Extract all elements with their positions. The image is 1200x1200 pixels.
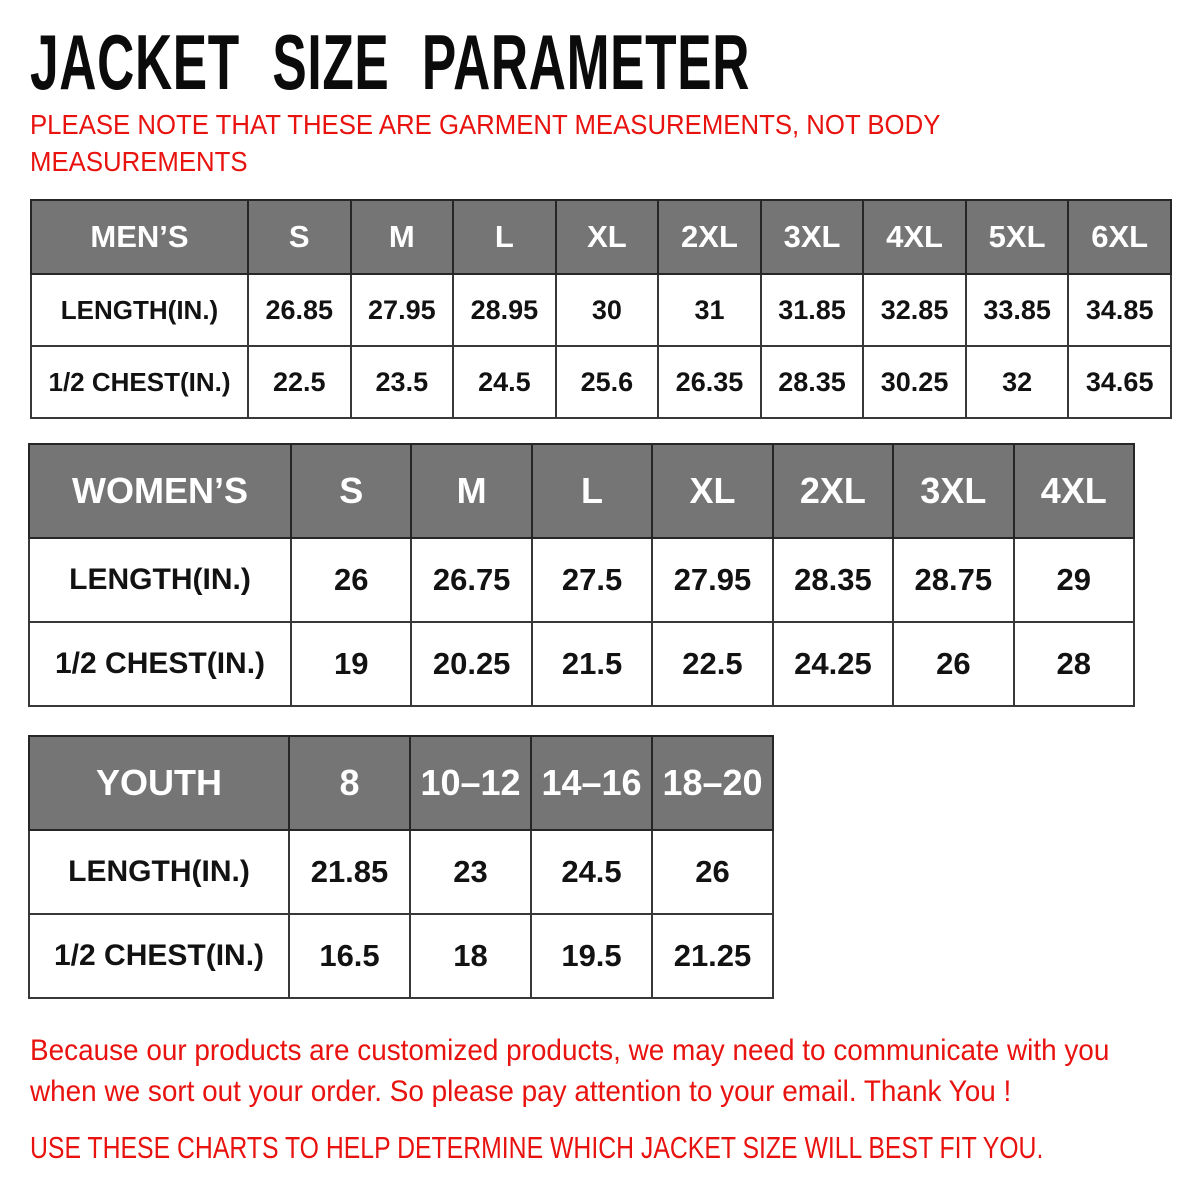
womens-group-label: WOMEN’S xyxy=(29,444,291,538)
youth-value-cell: 19.5 xyxy=(531,914,652,998)
mens-value-cell: 28.95 xyxy=(453,274,556,346)
womens-size-header: L xyxy=(532,444,652,538)
mens-data-row xyxy=(31,346,1171,418)
mens-value-cell: 26.85 xyxy=(248,274,351,346)
womens-value-cell: 26 xyxy=(291,538,411,622)
womens-row-label: LENGTH(IN.) xyxy=(29,538,291,622)
youth-data-row xyxy=(29,830,773,914)
mens-row-label: LENGTH(IN.) xyxy=(31,274,248,346)
mens-header-row xyxy=(31,200,1171,274)
womens-size-header: 2XL xyxy=(773,444,893,538)
mens-group-label: MEN’S xyxy=(31,200,248,274)
youth-header-row xyxy=(29,736,773,830)
womens-size-table xyxy=(28,443,1135,707)
youth-size-header: 8 xyxy=(289,736,410,830)
mens-value-cell: 32.85 xyxy=(863,274,966,346)
youth-value-cell: 18 xyxy=(410,914,531,998)
customization-notice xyxy=(30,1030,1109,1112)
mens-size-header: M xyxy=(351,200,454,274)
womens-size-header: 3XL xyxy=(893,444,1013,538)
mens-value-cell: 34.85 xyxy=(1068,274,1171,346)
mens-size-header: L xyxy=(453,200,556,274)
youth-value-cell: 21.85 xyxy=(289,830,410,914)
womens-size-header: S xyxy=(291,444,411,538)
mens-value-cell: 30 xyxy=(556,274,659,346)
mens-value-cell: 22.5 xyxy=(248,346,351,418)
mens-data-row xyxy=(31,274,1171,346)
page-title-text: JACKET SIZE PARAMETER xyxy=(30,18,751,106)
youth-value-cell: 23 xyxy=(410,830,531,914)
womens-value-cell: 21.5 xyxy=(532,622,652,706)
youth-value-cell: 26 xyxy=(652,830,773,914)
garment-note-line-2: MEASUREMENTS xyxy=(30,146,248,177)
mens-value-cell: 23.5 xyxy=(351,346,454,418)
garment-measurement-note xyxy=(30,106,940,180)
youth-value-cell: 21.25 xyxy=(652,914,773,998)
mens-value-cell: 24.5 xyxy=(453,346,556,418)
garment-note-line-1: PLEASE NOTE THAT THESE ARE GARMENT MEASUREMENTS, NOT BODY xyxy=(30,109,941,140)
mens-size-header: 3XL xyxy=(761,200,864,274)
mens-value-cell: 25.6 xyxy=(556,346,659,418)
youth-row-label: LENGTH(IN.) xyxy=(29,830,289,914)
mens-value-cell: 34.65 xyxy=(1068,346,1171,418)
mens-value-cell: 28.35 xyxy=(761,346,864,418)
mens-value-cell: 31.85 xyxy=(761,274,864,346)
womens-value-cell: 28.75 xyxy=(893,538,1013,622)
page-title xyxy=(30,18,1121,106)
womens-value-cell: 19 xyxy=(291,622,411,706)
mens-value-cell: 26.35 xyxy=(658,346,761,418)
youth-value-cell: 24.5 xyxy=(531,830,652,914)
womens-data-row xyxy=(29,538,1134,622)
mens-value-cell: 27.95 xyxy=(351,274,454,346)
mens-value-cell: 31 xyxy=(658,274,761,346)
womens-value-cell: 27.5 xyxy=(532,538,652,622)
womens-header-row xyxy=(29,444,1134,538)
fit-guidance-note: USE THESE CHARTS TO HELP DETERMINE WHICH JACKET SIZE WILL BEST FIT YOU. xyxy=(30,1130,1044,1165)
womens-value-cell: 24.25 xyxy=(773,622,893,706)
mens-size-header: S xyxy=(248,200,351,274)
mens-size-header: 5XL xyxy=(966,200,1069,274)
womens-value-cell: 28.35 xyxy=(773,538,893,622)
mens-size-header: 6XL xyxy=(1068,200,1171,274)
customization-notice-line-2: when we sort out your order. So please pay attention to your email. Thank You ! xyxy=(30,1075,1012,1108)
womens-size-header: 4XL xyxy=(1014,444,1134,538)
youth-group-label: YOUTH xyxy=(29,736,289,830)
womens-value-cell: 26 xyxy=(893,622,1013,706)
mens-row-label: 1/2 CHEST(IN.) xyxy=(31,346,248,418)
womens-size-header: M xyxy=(411,444,531,538)
womens-value-cell: 29 xyxy=(1014,538,1134,622)
youth-row-label: 1/2 CHEST(IN.) xyxy=(29,914,289,998)
womens-size-header: XL xyxy=(652,444,772,538)
womens-value-cell: 27.95 xyxy=(652,538,772,622)
womens-value-cell: 28 xyxy=(1014,622,1134,706)
womens-value-cell: 26.75 xyxy=(411,538,531,622)
womens-row-label: 1/2 CHEST(IN.) xyxy=(29,622,291,706)
youth-size-header: 18–20 xyxy=(652,736,773,830)
womens-data-row xyxy=(29,622,1134,706)
mens-value-cell: 32 xyxy=(966,346,1069,418)
youth-size-table xyxy=(28,735,774,999)
mens-size-header: 4XL xyxy=(863,200,966,274)
youth-value-cell: 16.5 xyxy=(289,914,410,998)
youth-data-row xyxy=(29,914,773,998)
mens-size-header: 2XL xyxy=(658,200,761,274)
mens-size-table xyxy=(30,199,1172,419)
mens-size-header: XL xyxy=(556,200,659,274)
customization-notice-line-1: Because our products are customized products, we may need to communicate with you xyxy=(30,1034,1110,1067)
womens-value-cell: 22.5 xyxy=(652,622,772,706)
mens-value-cell: 33.85 xyxy=(966,274,1069,346)
womens-value-cell: 20.25 xyxy=(411,622,531,706)
mens-value-cell: 30.25 xyxy=(863,346,966,418)
youth-size-header: 10–12 xyxy=(410,736,531,830)
youth-size-header: 14–16 xyxy=(531,736,652,830)
